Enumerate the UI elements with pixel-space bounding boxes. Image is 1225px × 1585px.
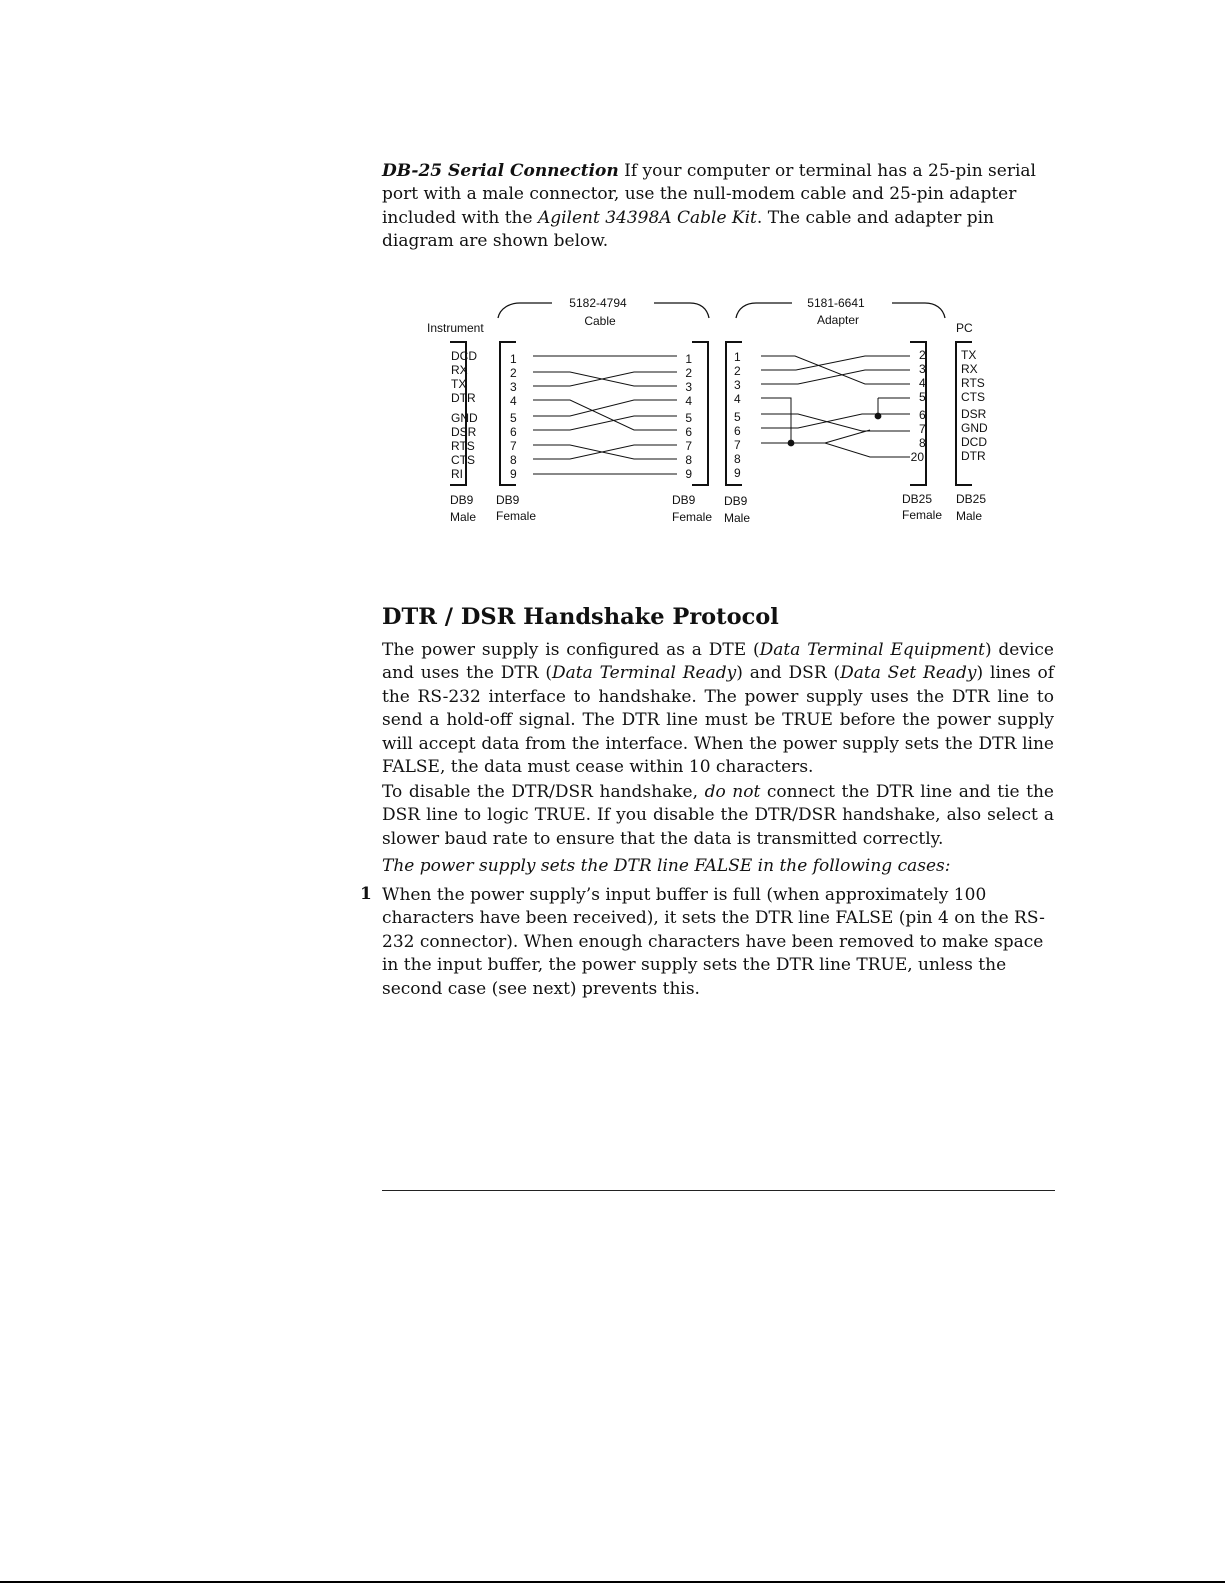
connector-label: Male [724, 511, 751, 525]
signal-label: TX [451, 377, 467, 391]
dsr-term: Data Set Ready [840, 663, 977, 684]
connector-label: DB9 [450, 493, 474, 507]
connector-label: Male [956, 509, 983, 523]
pin-number: 2 [510, 366, 517, 380]
pin-number: 5 [510, 411, 517, 425]
signal-label: TX [961, 348, 977, 362]
signal-label: CTS [451, 453, 475, 467]
header-arcs [498, 303, 945, 318]
do-not-emphasis: do not [704, 782, 761, 802]
para2-b: connect the DTR line and tie the DSR line to logic TRUE. If you disable the DTR/DSR handshake, also select a slower baud rate to ensure that the data is transmitted correctly. [382, 782, 1054, 849]
signal-label: DSR [451, 425, 477, 439]
pin-number: 5 [685, 411, 692, 425]
pin-number: 7 [734, 438, 741, 452]
handshake-paragraph-1 [382, 639, 1054, 779]
db25-paragraph [382, 160, 1054, 254]
pin-number: 8 [510, 453, 517, 467]
label-cable-part: 5182-4794 [569, 296, 627, 310]
pin-number: 3 [734, 378, 741, 392]
divider-line [382, 1190, 1055, 1191]
pin-number: 5 [734, 410, 741, 424]
pin-number: 6 [734, 424, 741, 438]
connector-labels [450, 492, 986, 525]
signal-label: GND [961, 421, 988, 435]
list-item-number: 1 [360, 884, 372, 904]
page-bottom-border [0, 1581, 1225, 1583]
connector-label: Female [902, 508, 943, 522]
pin-number: 3 [510, 380, 517, 394]
connector-label: Female [496, 509, 537, 523]
list-item-1: When the power supply’s input buffer is full (when approximately 100 characters have been received), it sets the DTR line FALSE (pin 4 on the RS-232 connector). When enough characters have been removed to make space in the input buffer, the power supply sets the DTR line TRUE, unless the second case (see next) prevents this. [382, 885, 1045, 999]
pin-number: 3 [919, 362, 926, 376]
pin-number: 4 [685, 394, 692, 408]
connector-label: DB9 [672, 493, 696, 507]
signal-label: DCD [961, 435, 987, 449]
dte-term: Data Terminal Equipment [759, 640, 985, 660]
junction-dots [788, 413, 882, 447]
pin-number: 3 [685, 380, 692, 394]
adapter-wires [761, 356, 910, 457]
cable-kit-name: Agilent 34398A Cable Kit [537, 207, 757, 228]
adapter-right-pins [911, 348, 926, 464]
cable-wires [533, 356, 677, 474]
label-pc: PC [956, 321, 973, 335]
label-adapter-part: 5181-6641 [807, 296, 865, 310]
connector-label: Male [450, 510, 477, 524]
pin-number: 5 [919, 390, 926, 404]
label-instrument: Instrument [427, 321, 484, 335]
signal-label: GND [451, 411, 478, 425]
para2-a: To disable the DTR/DSR handshake, [382, 782, 705, 802]
para1-d: ) lines of the RS-232 interface to handshake. The power supply uses the DTR line to send a hold-off signal. The DTR line must be TRUE before the power supply will accept data from the interface. When the power supply sets the DTR line FALSE, the data must cease within 10 characters. [382, 663, 1055, 778]
label-cable: Cable [584, 314, 616, 328]
signal-label: DSR [961, 407, 987, 421]
signal-label: RTS [961, 376, 985, 390]
pin-number: 2 [734, 364, 741, 378]
pin-number: 6 [919, 408, 926, 422]
signal-label: RX [451, 363, 468, 377]
para1-a: The power supply is configured as a DTE ( [382, 640, 760, 660]
section-heading: DTR / DSR Handshake Protocol [382, 604, 779, 630]
signal-label: DTR [451, 391, 476, 405]
connector-label: DB9 [724, 494, 748, 508]
para1-b: ) device and uses the DTR ( [382, 640, 1054, 684]
pin-number: 1 [510, 352, 517, 366]
pin-number: 7 [919, 422, 926, 436]
pin-number: 1 [685, 352, 692, 366]
para1-c: ) and DSR ( [736, 663, 841, 684]
label-adapter: Adapter [816, 313, 860, 327]
cable-pin-diagram [420, 290, 1000, 535]
pin-number: 6 [685, 425, 692, 439]
pin-number: 8 [919, 436, 926, 450]
handshake-paragraph-2 [382, 781, 1054, 851]
signal-label: RI [451, 467, 463, 481]
pin-number: 9 [510, 467, 517, 481]
pin-number: 1 [734, 350, 741, 364]
connector-label: DB25 [956, 492, 987, 506]
pin-number: 8 [685, 453, 692, 467]
signal-label: DCD [451, 349, 477, 363]
connector-label: Female [672, 510, 713, 524]
db25-lead: DB-25 Serial Connection [382, 161, 619, 181]
pin-number: 9 [685, 467, 692, 481]
pin-number: 4 [510, 394, 517, 408]
signal-label: RTS [451, 439, 475, 453]
pin-number: 6 [510, 425, 517, 439]
connector-label: DB25 [902, 492, 933, 506]
dtr-term: Data Terminal Ready [552, 663, 737, 684]
pin-number: 8 [734, 452, 741, 466]
adapter-left-pins [734, 350, 741, 480]
signal-label: CTS [961, 390, 985, 404]
pin-number: 4 [734, 392, 741, 406]
signal-label: DTR [961, 449, 986, 463]
cable-left-pins [510, 352, 517, 481]
pin-number: 7 [685, 439, 692, 453]
pin-number: 7 [510, 439, 517, 453]
pc-signal-labels [961, 348, 988, 463]
db25-text-b: . The cable and adapter pin diagram are shown below. [382, 207, 994, 252]
pin-number: 2 [919, 348, 926, 362]
pin-number: 9 [734, 466, 741, 480]
db25-text-a: If your computer or terminal has a 25-pin serial port with a male connector, use the null-modem cable and 25-pin adapter included with the [382, 161, 1036, 228]
signal-label: RX [961, 362, 978, 376]
instrument-signal-labels [451, 349, 478, 481]
cable-right-pins [685, 352, 692, 481]
cases-intro: The power supply sets the DTR line FALSE in the following cases: [382, 856, 951, 876]
pin-number: 2 [685, 366, 692, 380]
pin-number: 4 [919, 376, 926, 390]
connector-label: DB9 [496, 493, 520, 507]
pin-number: 20 [910, 450, 924, 464]
